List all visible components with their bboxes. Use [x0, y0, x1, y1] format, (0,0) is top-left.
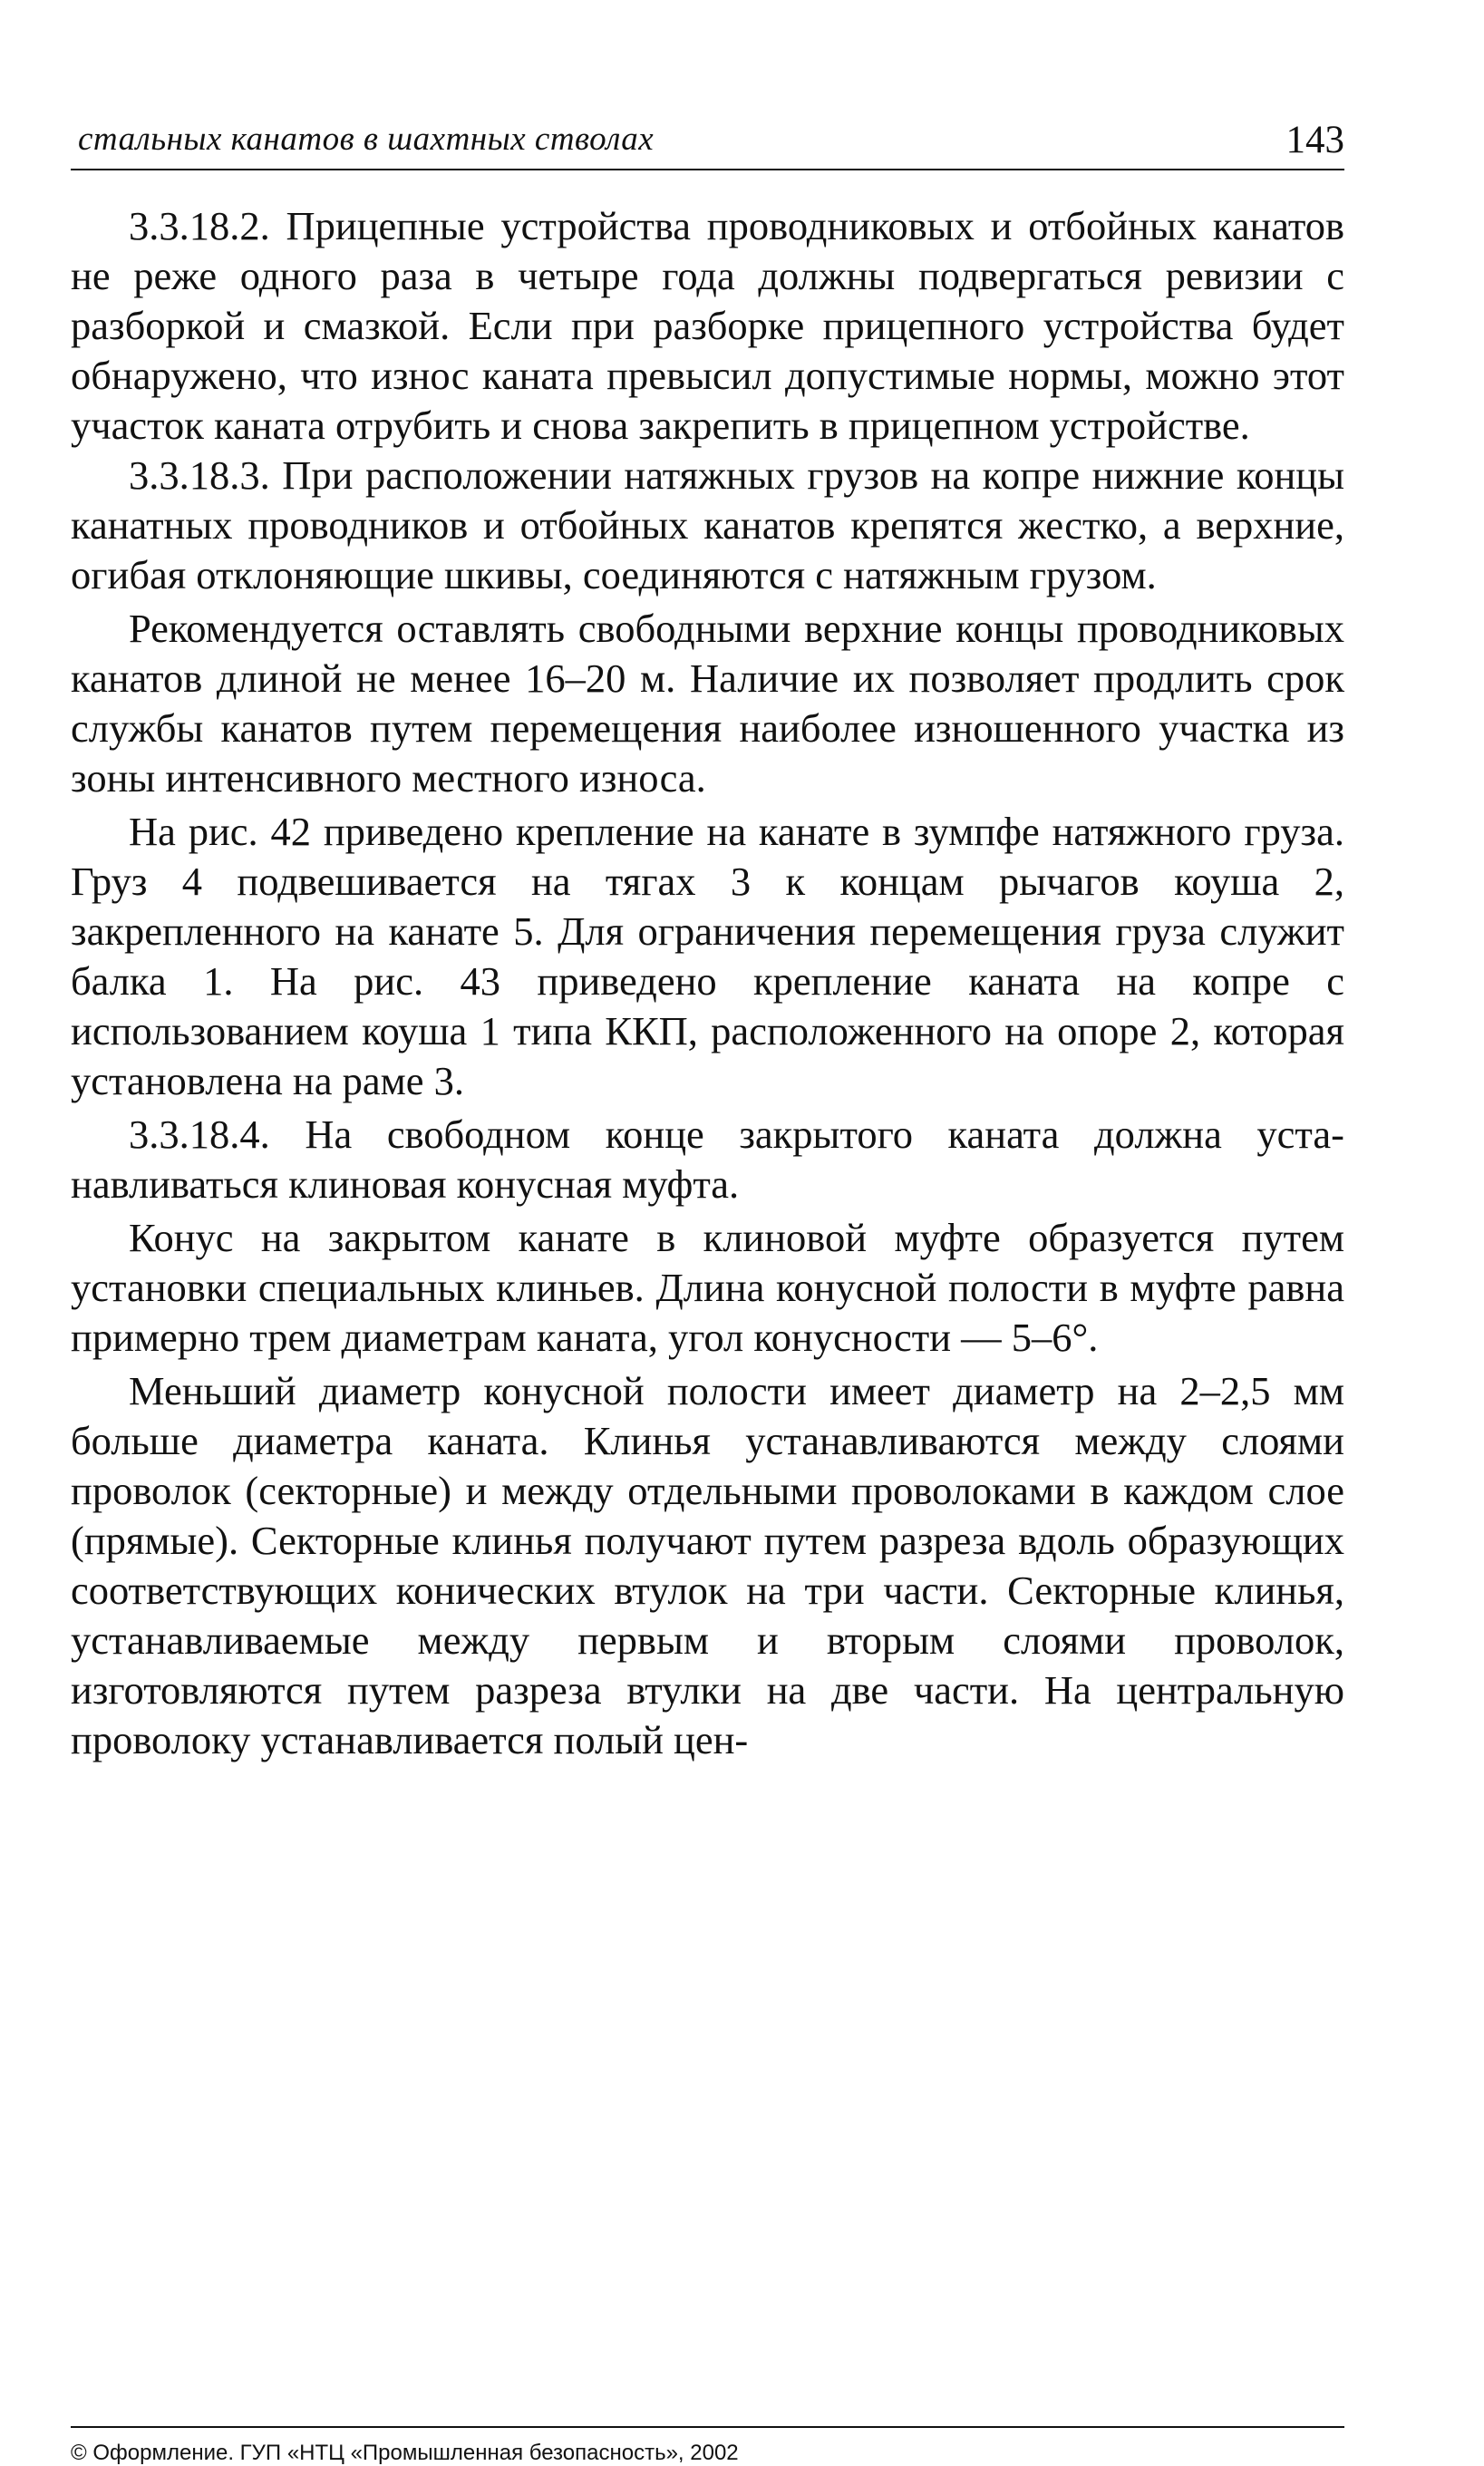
paragraph-cone: Конус на закрытом канате в клиновой муфте образуется путем установки специальных клиньев. Длина конусной полости в муфте равна примерно трем диаметрам каната, угол конусности — 5–6°. [71, 1215, 1344, 1360]
paragraph-recommendation: Рекомендуется оставлять свободными верхние концы проводниковых канатов длиной не менее 16–20 м. Наличие их позволяет продлить срок службы канатов путем перемещения наиболее изношенного участка из зоны интенсивного местного износа. [71, 606, 1344, 801]
running-header-title: стальных канатов в шахтных стволах [78, 121, 655, 158]
running-header [71, 118, 1344, 172]
copyright-footer: © Оформление. ГУП «НТЦ «Промышленная безопасность», 2002 [71, 2441, 739, 2465]
body-text [71, 201, 1344, 1765]
paragraph-figure-42-43: На рис. 42 приведено крепление на канате в зумпфе натяжного груза. Груз 4 подвешивается на тягах 3 к концам рычагов коуша 2, закрепленного на канате 5. Для ограничения перемещения груза служит балка 1. На рис. 43 приведено крепление каната на копре с использованием коуша 1 типа ККП, расположенного на опоре 2, которая установлена на раме 3. [71, 809, 1344, 1103]
header-rule [71, 169, 1344, 170]
footer-rule [71, 2426, 1344, 2428]
paragraph-wedges: Меньший диаметр конусной полости имеет диаметр на 2–2,5 мм больше диаметра каната. Клинья устанавливаются между слоями проволок (секторные) и между отдельными проволоками в каждом слое (прямые). Секторные клинья получают путем разреза вдоль образующих соответствующих конических втулок на три части. Секторные клинья, устанавливаемые между первым и вторым слоями проволок, изготовляются путем разреза втулки на две части. На центральную проволоку устанавливается полый цен- [71, 1368, 1344, 1762]
paragraph-3-3-18-3: 3.3.18.3. При расположении натяжных грузов на копре нижние концы канатных проводников и отбойных канатов крепятся жестко, а верхние, огибая отклоняющие шкивы, соединяются с натяжным грузом. [71, 452, 1344, 597]
paragraph-3-3-18-2: 3.3.18.2. Прицепные устройства проводниковых и отбойных канатов не реже одного раза в четыре года должны подвергаться ревизии с разборкой и смазкой. Если при разборке прицепного устройства будет обнаружено, что износ каната превысил допустимые нормы, можно этот участок каната отрубить и снова закрепить в прицепном устройстве. [71, 203, 1344, 448]
paragraph-3-3-18-4: 3.3.18.4. На свободном конце закрытого каната должна устанавливаться клиновая конусная муфта. [71, 1112, 1344, 1207]
page-number: 143 [1285, 119, 1344, 161]
